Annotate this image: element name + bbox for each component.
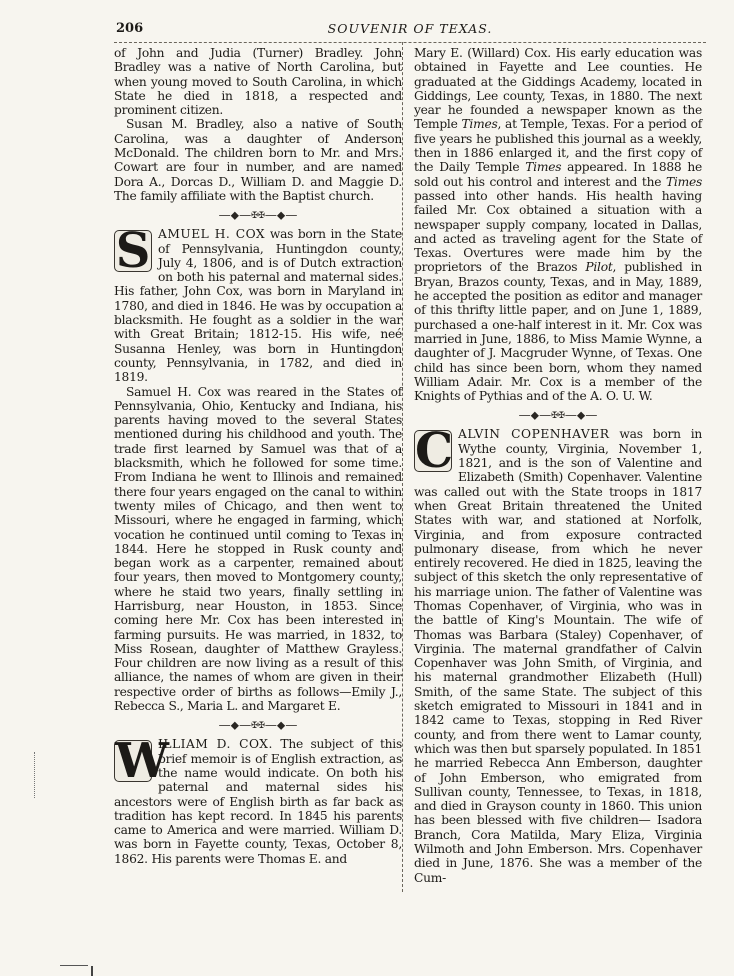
samuel-cox-intro-paragraph [114, 223, 403, 385]
newspaper-title: Pilot [585, 260, 613, 275]
william-cox-name: ILLIAM D. COX. [158, 737, 273, 752]
newspaper-title: Times [525, 160, 562, 175]
ornamental-initial-c: C [415, 423, 453, 480]
page-number: 206 [116, 21, 144, 36]
right-column [414, 46, 702, 885]
left-column [114, 46, 402, 866]
column-divider-rule [402, 42, 403, 892]
william-cox-continuation-paragraph [414, 46, 702, 403]
susan-bradley-paragraph: Susan M. Bradley, also a native of South Carolina, was a daughter of Anderson McDonald. The children born to Mr. and Mrs. Cowart are four in number, and are named Dora A., Dorcas D., William D. and Maggie D. The family affiliate with the Baptist church. [114, 117, 402, 203]
section-ornament: —⬥—✠✠—⬥— [218, 208, 298, 223]
section-ornament: —⬥—✠✠—⬥— [218, 718, 298, 733]
newspaper-title: Times [666, 174, 702, 189]
ornamental-initial-s: S [115, 223, 151, 280]
william-cox-intro-text: The subject of this brief memoir is of English extraction, as the name would indicate. On both his paternal and maternal sides his ancestors were of English birth as far back as tradition has kept record. In 1845 his parents came to America and were married. William D. was born in Fayette county, Texas, October 8, 1862. His parents were Thomas E. and [114, 737, 402, 866]
text-run: appeared. In 1888 he sold out his control and interest and the [414, 160, 703, 189]
samuel-cox-name: AMUEL H. COX [158, 227, 266, 242]
newspaper-title: Times [461, 117, 498, 132]
scan-artifact-mark [60, 962, 94, 976]
running-title: SOUVENIR OF TEXAS. [327, 21, 493, 36]
text-run: , published in Bryan, Brazos county, Texas, and in May, 1889, he accepted the position as editor and manager of this thrifty little paper, and on June 1, 1889, purchased a one-half interest in it. Mr. Cox was married in June, 1886, to Miss Mamie Wynne, a daughter of J. Macgruder Wynne, of Texas. One child has since been born, whom they named William Adair. Mr. Cox is a member of the Knights of Pythias and of the A. O. U. W. [414, 260, 702, 404]
text-run: , at Temple, Texas. For a period of five years he published this journal as a weekly, then in 1886 enlarged it, and the first copy of the Daily Temple [414, 117, 702, 175]
samuel-cox-intro-text: was born in the State of Pennsylvania, Huntingdon county, July 4, 1806, and is of Dutch extraction on both his paternal and maternal sides. His father, John Cox, was born in Maryland in 1780, and died in 1846. He was by occupation a blacksmith. He fought as a soldier in the war with Great Britain; 1812-15. His wife, neé Susanna Henley, was born in Huntingdon county, Pennsylvania, in 1782, and died in 1819. [114, 227, 403, 385]
margin-scan-mark [34, 752, 37, 798]
samuel-cox-biography-paragraph: Samuel H. Cox was reared in the States of Pennsylvania, Ohio, Kentucky and Indiana, his parents having moved to the several States mentioned during his childhood and youth. The trade first learned by Samuel was that of a blacksmith, which he followed for some time. From Indiana he went to Illinois and remained there four years engaged on the canal to within twenty miles of Chicago, and then went to Missouri, where he engaged in farming, which vocation he continued until coming to Texas in 1844. Here he stopped in Rusk county and began work as a carpenter, remained about four years, then moved to Montgomery county, where he staid two years, finally settling in Harrisburg, near Houston, in 1853. Since coming here Mr. Cox has been interested in farming pursuits. He was married, in 1832, to Miss Rosean, daughter of Matthew Grayless. Four children are now living as a result of this alliance, the names of whom are given in their respective order of births as follows—Emily J., Rebecca S., Maria L. and Margaret E. [114, 384, 402, 714]
bradley-continuation-paragraph: of John and Judia (Turner) Bradley. John Bradley was a native of North Carolina, but when young moved to South Carolina, in which State he died in 1818, a respected and prominent citizen. [114, 46, 402, 118]
calvin-copenhaver-paragraph [414, 423, 703, 885]
calvin-copenhaver-text: was born in Wythe county, Virginia, November 1, 1821, and is the son of Valentine and Elizabeth (Smith) Copenhaver. Valentine was called out with the State troops in 1817 when Great Britain threatened the United States with war, and stationed at Norfolk, Virginia, and from exposure contracted pulmonary disease, from which he never entirely recovered. He died in 1825, leaving the subject of this sketch the only representative of his marriage union. The father of Valentine was Thomas Copenhaver, of Virginia, who was in the battle of King's Mountain. The wife of Thomas was Barbara (Staley) Copenhaver, of Virginia. The maternal grandfather of Calvin Copenhaver was John Smith, of Virginia, and his maternal grandmother Elizabeth (Hull) Smith, of the same State. The subject of this sketch emigrated to Missouri in 1841 and in 1842 came to Texas, stopping in Red River county, and from there went to Lamar county, which was then but sparsely populated. In 1851 he married Rebecca Ann Emberson, daughter of John Emberson, who emigrated from Sullivan county, Tennessee, to Texas, in 1818, and died in Grayson county in 1860. This union has been blessed with five children— Isadora Branch, Cora Matilda, Mary Eliza, Virginia Wilmoth and John Emberson. Mrs. Copenhaver died in June, 1876. She was a member of the Cum- [414, 427, 703, 885]
ornamental-initial-w: W [115, 733, 169, 790]
text-run: passed into other hands. His health having failed Mr. Cox obtained a situation with a newspaper supply company, located in Dallas, and acted as traveling agent for the State of Texas. Overtures were made him by the proprietors of the Brazos [414, 188, 702, 275]
calvin-copenhaver-name: ALVIN COPENHAVER [458, 427, 610, 442]
section-ornament: —⬥—✠✠—⬥— [518, 408, 598, 423]
page-header [114, 20, 706, 43]
text-run: Mary E. (Willard) Cox. His early education was obtained in Fayette and Lee counties. He graduated at the Giddings Academy, located in Giddings, Lee county, Texas, in 1880. The next year he founded a newspaper known as the Temple [414, 46, 702, 132]
william-cox-intro-paragraph [114, 733, 402, 866]
